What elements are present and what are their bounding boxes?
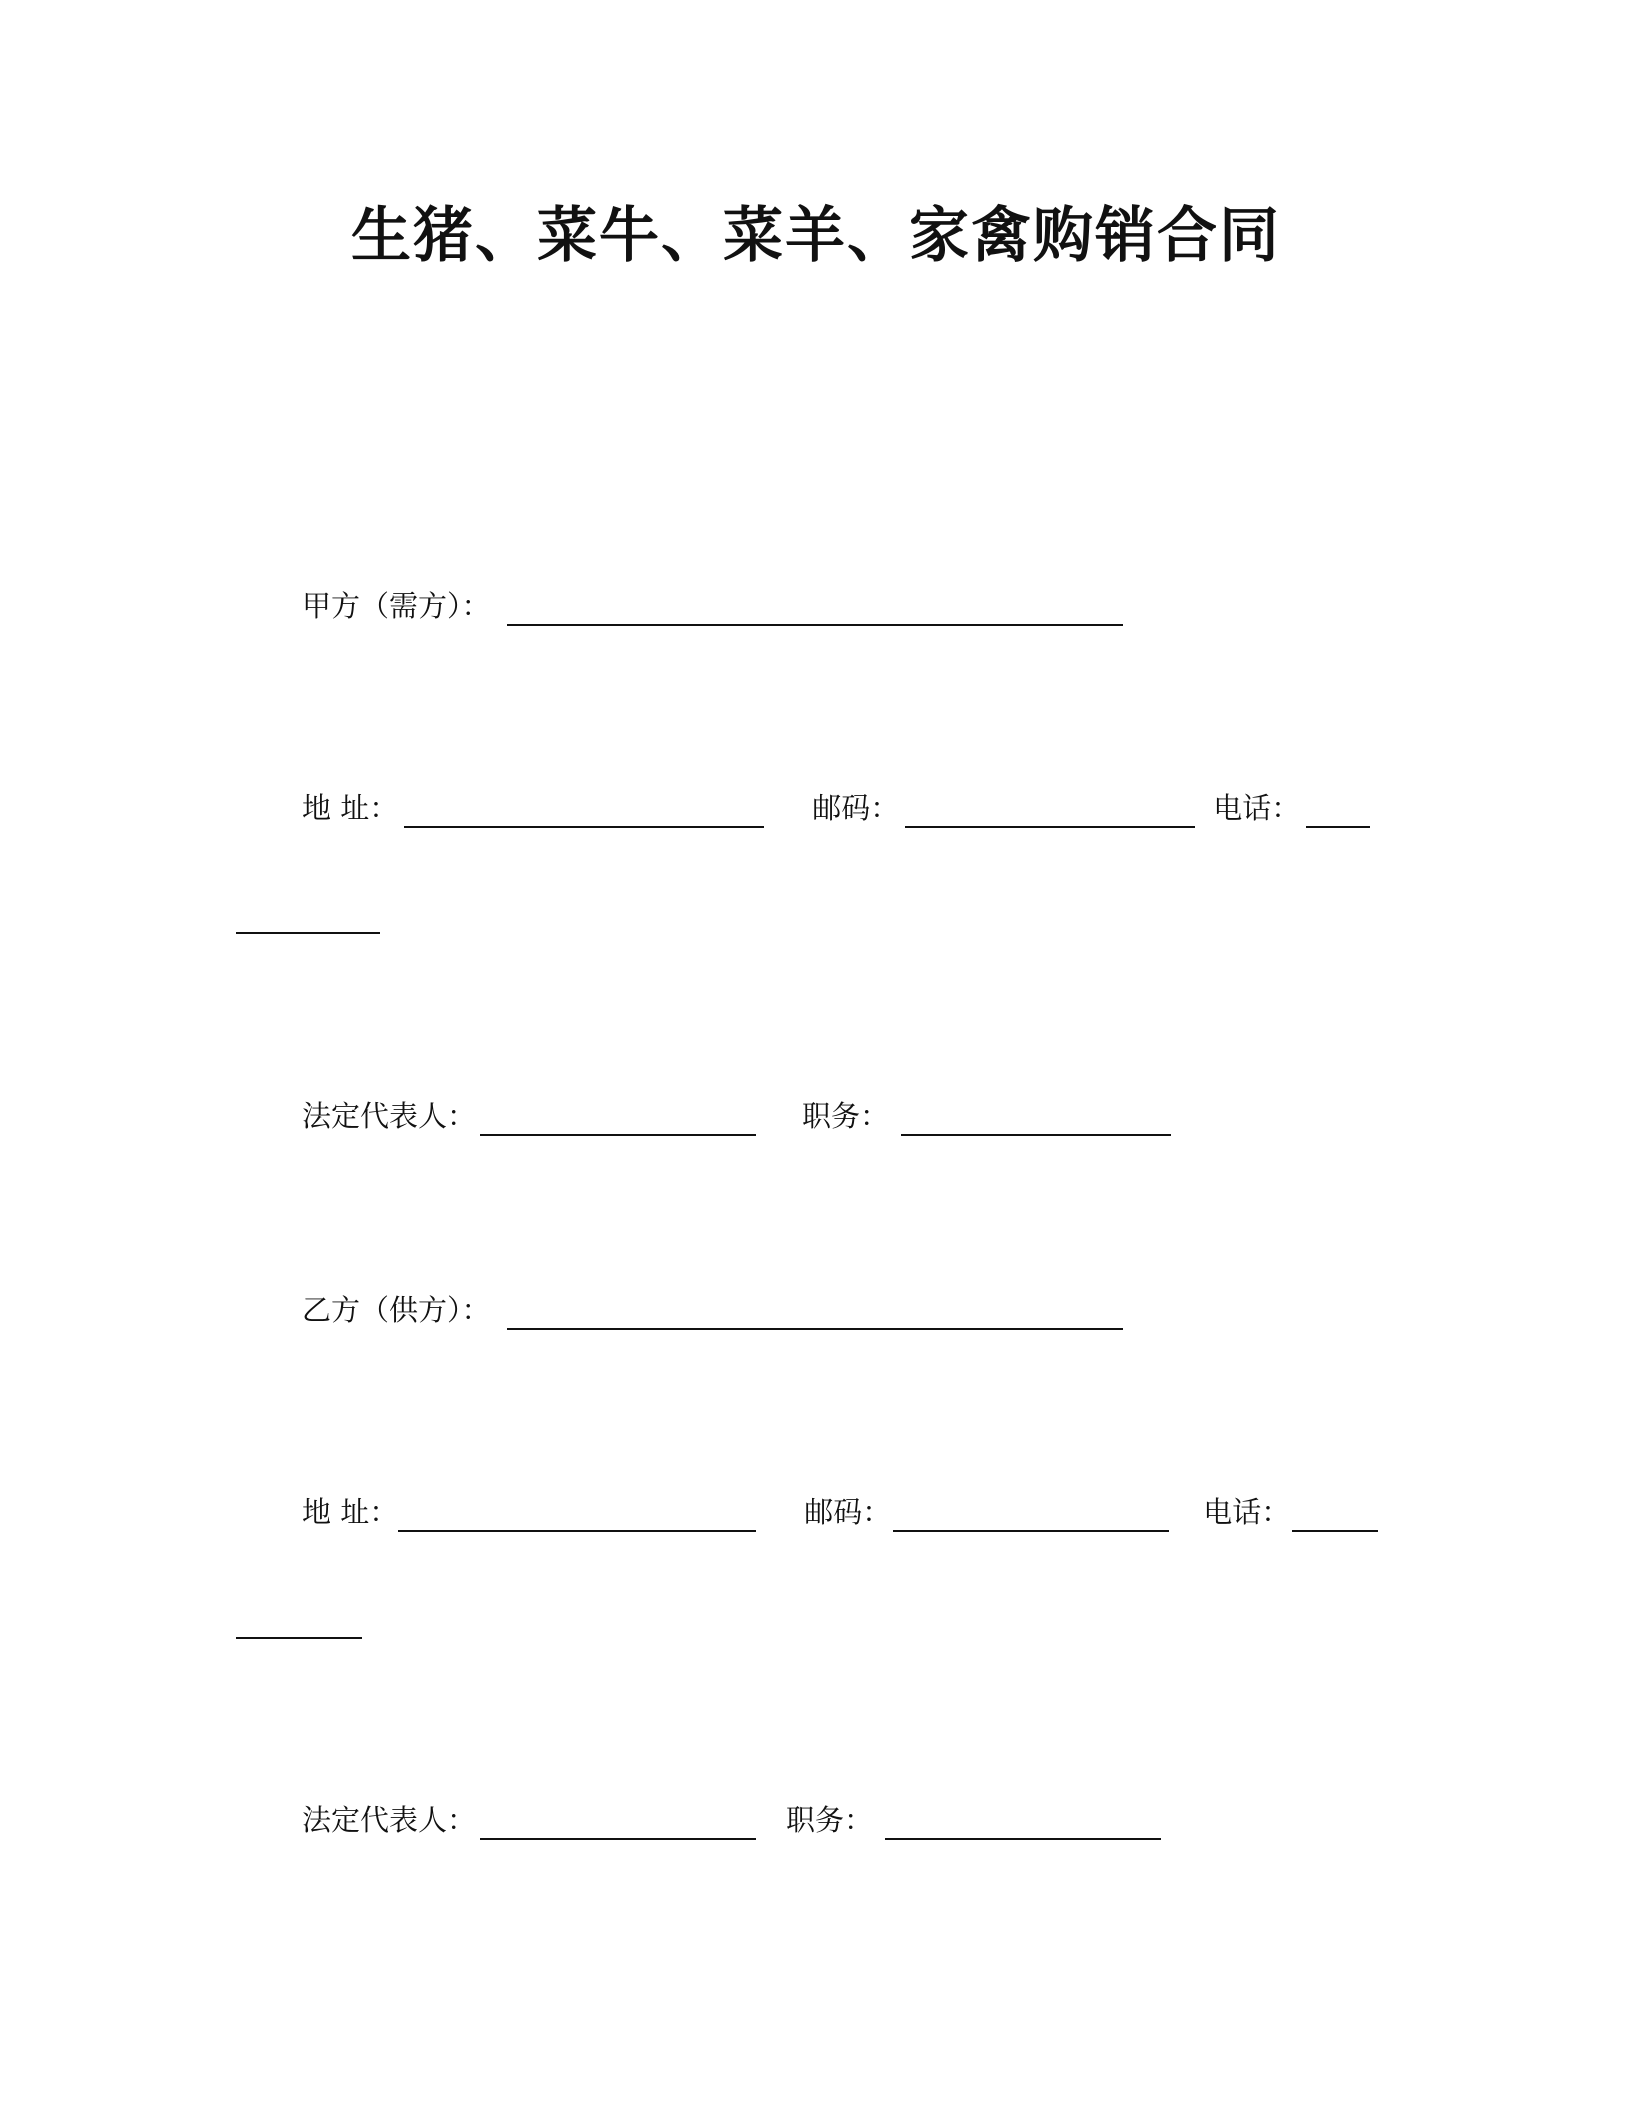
party-b-contact-line bbox=[302, 1492, 1378, 1532]
party-a-contact-line bbox=[302, 788, 1370, 828]
party-b-address-label: 地 址： bbox=[302, 1495, 399, 1529]
party-b-phone-field-continued[interactable] bbox=[236, 1637, 362, 1639]
party-a-representative-line bbox=[302, 1096, 1171, 1136]
party-b-address-field[interactable] bbox=[398, 1500, 756, 1532]
party-a-phone-field[interactable] bbox=[1306, 796, 1370, 828]
party-b-phone-label: 电话： bbox=[1203, 1495, 1291, 1529]
party-a-postcode-label: 邮码： bbox=[812, 791, 900, 825]
party-b-label: 乙方（供方）： bbox=[302, 1293, 491, 1327]
party-a-representative-label: 法定代表人： bbox=[302, 1099, 477, 1133]
party-a-address-field[interactable] bbox=[404, 796, 764, 828]
party-b-position-label: 职务： bbox=[786, 1803, 874, 1837]
party-a-name-field[interactable] bbox=[507, 592, 1123, 626]
party-a-postcode-field[interactable] bbox=[905, 796, 1195, 828]
party-b-name-field[interactable] bbox=[507, 1296, 1123, 1330]
party-b-phone-field[interactable] bbox=[1292, 1500, 1378, 1532]
party-a-line bbox=[302, 586, 1123, 626]
party-b-postcode-field[interactable] bbox=[893, 1500, 1169, 1532]
party-b-representative-field[interactable] bbox=[480, 1808, 756, 1840]
party-a-label: 甲方（需方）： bbox=[302, 589, 491, 623]
document-title: 生猪、菜牛、菜羊、家禽购销合同 bbox=[351, 201, 1281, 271]
party-b-representative-line bbox=[302, 1800, 1161, 1840]
party-b-position-field[interactable] bbox=[885, 1808, 1161, 1840]
party-b-postcode-label: 邮码： bbox=[804, 1495, 892, 1529]
party-a-phone-field-continued[interactable] bbox=[236, 932, 380, 934]
party-a-position-field[interactable] bbox=[901, 1104, 1171, 1136]
party-a-phone-label: 电话： bbox=[1213, 791, 1301, 825]
party-a-representative-field[interactable] bbox=[480, 1104, 756, 1136]
party-a-position-label: 职务： bbox=[802, 1099, 890, 1133]
party-b-representative-label: 法定代表人： bbox=[302, 1803, 477, 1837]
party-a-address-label: 地 址： bbox=[302, 791, 399, 825]
party-b-line bbox=[302, 1290, 1123, 1330]
